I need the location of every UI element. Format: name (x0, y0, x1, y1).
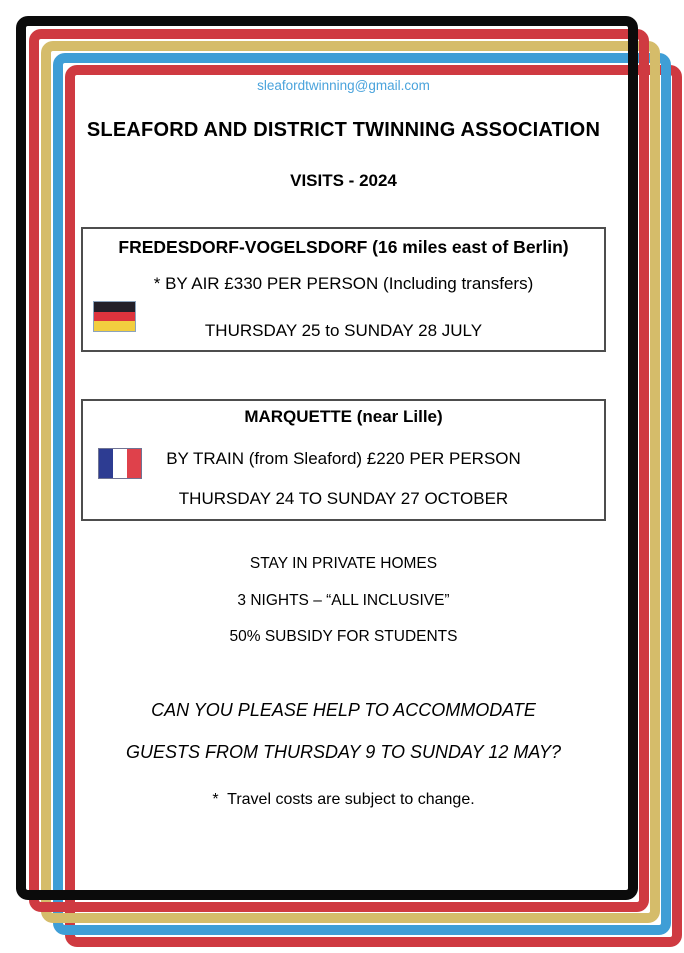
page-title: SLEAFORD AND DISTRICT TWINNING ASSOCIATION (86, 119, 601, 141)
trip-france-price: BY TRAIN (from Sleaford) £220 PER PERSON (166, 449, 521, 468)
trip-france-dates: THURSDAY 24 TO SUNDAY 27 OCTOBER (178, 489, 509, 508)
info-student-subsidy: 50% SUBSIDY FOR STUDENTS (229, 628, 458, 645)
france-flag-white-stripe (113, 449, 127, 478)
trip-france-title: MARQUETTE (near Lille) (244, 407, 443, 426)
trip-germany-price: * BY AIR £330 PER PERSON (Including transfers) (153, 274, 534, 293)
germany-flag-black-stripe (94, 302, 135, 312)
germany-flag-red-stripe (94, 312, 135, 322)
germany-flag-gold-stripe (94, 321, 135, 331)
appeal-line-1: CAN YOU PLEASE HELP TO ACCOMMODATE (151, 700, 536, 720)
france-flag-blue-stripe (99, 449, 113, 478)
trip-box-germany (81, 227, 606, 352)
appeal-line-2: GUESTS FROM THURSDAY 9 TO SUNDAY 12 MAY? (125, 742, 562, 762)
poster-content (81, 0, 606, 953)
trip-germany-dates: THURSDAY 25 to SUNDAY 28 JULY (204, 321, 483, 340)
germany-flag-icon (93, 301, 136, 332)
france-flag-red-stripe (127, 449, 141, 478)
email-link[interactable]: sleafordtwinning@gmail.com (257, 78, 430, 93)
trip-box-france (81, 399, 606, 521)
travel-costs-footnote: * Travel costs are subject to change. (212, 791, 475, 808)
trip-germany-title: FREDESDORF-VOGELSDORF (16 miles east of Berlin) (118, 237, 569, 257)
info-all-inclusive: 3 NIGHTS – “ALL INCLUSIVE” (237, 592, 450, 609)
france-flag-icon (98, 448, 142, 479)
info-private-homes: STAY IN PRIVATE HOMES (249, 555, 438, 572)
visits-subtitle: VISITS - 2024 (290, 171, 397, 190)
